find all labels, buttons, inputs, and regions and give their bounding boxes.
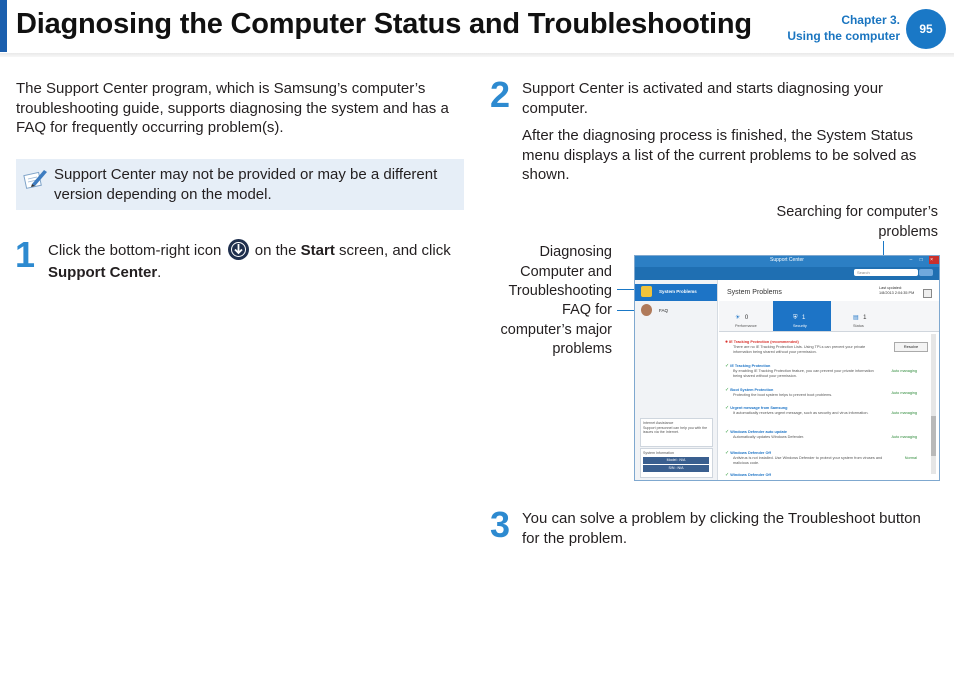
- sc-refresh-button[interactable]: [923, 289, 932, 298]
- intro-paragraph: The Support Center program, which is Samsung’s computer’s troubleshooting guide, supports diagnosing the system and has a FAQ for frequently occurring problem(s).: [16, 80, 449, 136]
- sc-model-line: Model : N/A: [666, 458, 686, 462]
- sc-tab-security[interactable]: [793, 306, 833, 328]
- sc-check-icon: ✓: [725, 472, 730, 478]
- sc-serial-bar: [643, 465, 709, 472]
- step-1-start-label: Start: [300, 242, 335, 259]
- sc-internet-assistance-desc: Support personnel can help you with the issues via the Internet.: [643, 425, 708, 435]
- sc-row-desc: Automatically updates Windows Defender.: [733, 434, 805, 439]
- sc-resolve-button[interactable]: Resolve: [894, 342, 928, 352]
- step-1-support-center-label: Support Center: [48, 264, 158, 281]
- callout-faq: FAQ for computer’s major problems: [500, 302, 612, 357]
- step-2-text: Support Center is activated and starts diagnosing your computer.: [522, 80, 884, 117]
- sc-check-icon: ✓: [725, 363, 730, 369]
- sc-internet-assistance-title: Internet Assistance: [643, 421, 674, 425]
- step-3-number: 3: [490, 504, 511, 545]
- sc-row-status: Auto managing: [891, 391, 917, 395]
- sc-row-desc: It automatically receives urgent message, such as security and virus information.: [733, 410, 869, 415]
- page-title: Diagnosing the Computer Status and Troubleshooting: [16, 8, 752, 40]
- step-3-text: You can solve a problem by clicking the Troubleshoot button for the problem.: [522, 510, 921, 547]
- sc-row-title: Boot System Protection: [730, 388, 774, 392]
- sc-main-header: System Problems: [727, 289, 782, 296]
- sc-tab-security-count: 1: [801, 315, 806, 321]
- step-1-text-middle: on the: [254, 242, 297, 259]
- sc-sn-line: S/N : N/A: [668, 466, 684, 470]
- sc-problem-row: [725, 406, 931, 416]
- chapter-accent-bar: [0, 0, 7, 52]
- step-1-number: 1: [15, 234, 36, 275]
- sc-last-updated-label: Last updated:: [879, 286, 903, 290]
- note-box: [16, 159, 464, 210]
- sc-last-updated: [879, 286, 914, 296]
- sc-system-problems-icon: [641, 286, 652, 297]
- sc-row-desc: There are no IE Tracking Protection Lists. Using TPLs can prevent your private information being shared without your permission.: [733, 344, 866, 354]
- sc-status-icon: ▤: [853, 315, 859, 321]
- sc-window-buttons[interactable]: – □ ×: [909, 257, 936, 263]
- sc-performance-icon: ☀: [735, 315, 741, 321]
- sc-nav-faq[interactable]: FAQ: [659, 308, 669, 313]
- sc-row-title: Urgent message from Samsung: [730, 406, 788, 410]
- sc-row-title: Windows Defender auto update: [730, 430, 787, 434]
- sc-tab-security-label: Security: [793, 324, 807, 328]
- sc-warning-icon: ●: [725, 339, 729, 345]
- sc-tab-performance-label: Performance: [735, 324, 757, 328]
- sc-row-desc: Protecting the boot system helps to prevent boot problems.: [733, 392, 833, 397]
- download-arrow-icon: [228, 239, 249, 260]
- sc-row-title: ● IE Tracking Protection (recommended): [725, 339, 799, 345]
- sc-system-information-title: System Information: [643, 451, 674, 455]
- sc-problem-row: [725, 388, 931, 398]
- step-1-period: .: [157, 264, 162, 281]
- sc-check-icon: ✓: [725, 405, 730, 411]
- sc-problem-row: [725, 451, 931, 465]
- support-center-screenshot: [634, 255, 940, 481]
- sc-row-status: Auto managing: [891, 411, 917, 415]
- step-1-text-after: screen, and click: [339, 242, 451, 259]
- note-text: Support Center may not be provided or may be a different version depending on the model.: [54, 166, 438, 203]
- step-2-number: 2: [490, 74, 511, 115]
- sc-problem-row: [725, 473, 931, 478]
- sc-tab-status[interactable]: [853, 306, 893, 328]
- sc-tab-status-count: 1: [863, 315, 867, 321]
- chapter-number: Chapter 3.: [841, 13, 900, 27]
- sc-nav-system-problems-label: System Problems: [659, 289, 697, 294]
- step-1-text: [48, 239, 468, 284]
- sc-search-button[interactable]: [919, 269, 933, 276]
- page-number-badge: 95: [906, 9, 946, 49]
- sc-problem-row: [725, 364, 931, 378]
- sc-row-status: Auto managing: [891, 369, 917, 373]
- sc-tab-performance[interactable]: [735, 306, 775, 328]
- sc-scrollbar-thumb[interactable]: [931, 416, 936, 456]
- sc-window-title: Support Center: [770, 257, 804, 263]
- sc-model-bar: [643, 457, 709, 464]
- chapter-label: [787, 12, 900, 44]
- sc-last-updated-value: 1/8/2013 2:04:35 PM: [879, 291, 915, 295]
- sc-row-status: Auto managing: [891, 435, 917, 439]
- sc-check-icon: ✓: [725, 387, 730, 393]
- sc-row-status: Normal: [904, 456, 917, 460]
- step-1-text-before: Click the bottom-right icon: [48, 242, 222, 259]
- sc-row-desc: By enabling IE Tracking Protection feature, you can prevent your private information being shared without your permission.: [733, 368, 874, 378]
- sc-check-icon: ✓: [725, 429, 730, 435]
- sc-problem-row: [725, 430, 931, 440]
- chapter-name: Using the computer: [787, 29, 900, 43]
- sc-row-title: Windows Defender Off: [730, 473, 771, 477]
- sc-check-icon: ✓: [725, 450, 730, 456]
- sc-row-title: Windows Defender Off: [730, 451, 771, 455]
- sc-search-input[interactable]: Search: [854, 269, 918, 276]
- sc-tab-performance-count: 0: [744, 315, 749, 321]
- sc-faq-icon: [641, 304, 652, 316]
- callout-diagnosing: Diagnosing Computer and Troubleshooting: [508, 244, 612, 299]
- sc-security-icon: ⛨: [793, 315, 798, 321]
- sc-tab-status-label: Status: [853, 324, 864, 328]
- note-pencil-icon: [22, 166, 48, 192]
- step-2-text-2: After the diagnosing process is finished, the System Status menu displays a list of the current problems to be solved as shown.: [522, 127, 917, 183]
- callout-search: Searching for computer’s problems: [776, 204, 938, 240]
- title-divider: [0, 53, 954, 57]
- sc-row-title: IE Tracking Protection: [730, 364, 771, 368]
- sc-row-desc: Antivirus is not installed. Use Windows Defender to protect your system from viruses and malicious code.: [733, 455, 883, 465]
- sc-internet-assistance-box[interactable]: [640, 418, 713, 447]
